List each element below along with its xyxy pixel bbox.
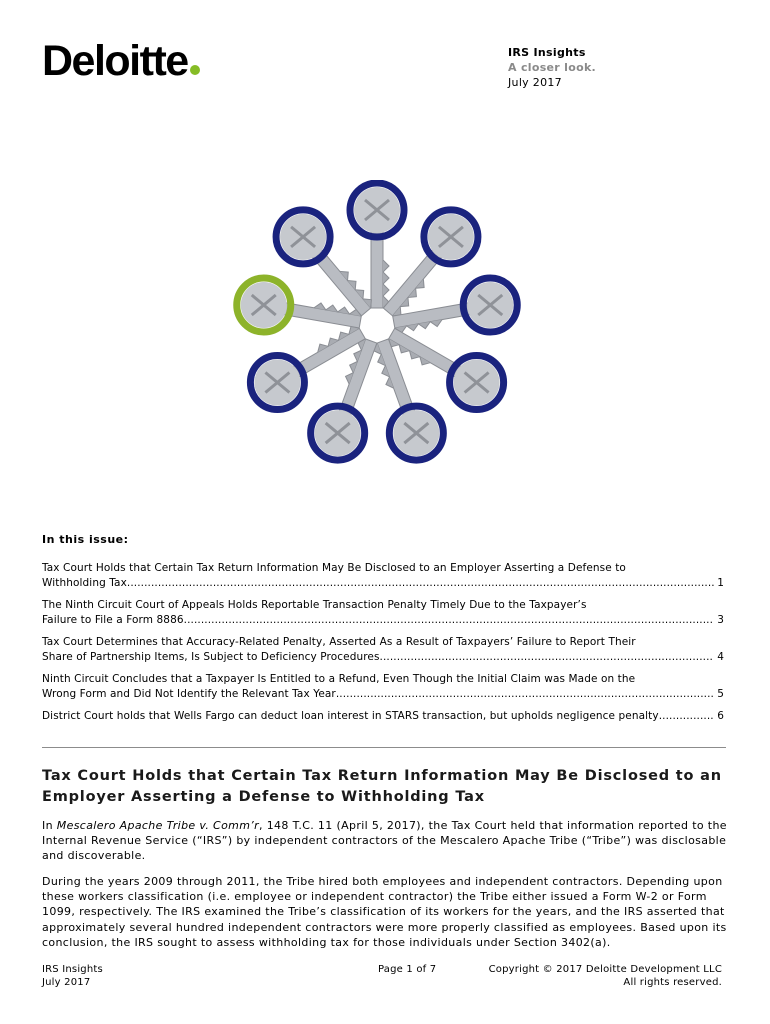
toc-entry-title-line: The Ninth Circuit Court of Appeals Holds Reportable Transaction Penalty Timely Due to the Taxpayer’s xyxy=(42,599,587,611)
toc-entry[interactable] xyxy=(42,709,724,724)
toc-entry-title-line: Ninth Circuit Concludes that a Taxpayer Is Entitled to a Refund, Even Though the Initial Claim was Made on the xyxy=(42,673,636,685)
footer-title: IRS Insights xyxy=(42,964,103,975)
toc-entry[interactable] xyxy=(42,598,724,628)
keys-circle-illustration xyxy=(222,180,532,490)
paragraph-text: , 148 T.C. 11 (April 5, 2017), the Tax Court held that information reported to the Internal Revenue Service (“IRS”) by independent contractors of the Mescalero Apache Tribe (“Tribe”) was disclosable and discoverable. xyxy=(42,819,727,863)
toc-page-number: 3 xyxy=(717,614,724,626)
section-divider xyxy=(42,747,726,748)
toc-dot-leader xyxy=(659,709,715,724)
copyright-text: Copyright © 2017 Deloitte Development LLC xyxy=(488,964,722,975)
toc-page-number: 5 xyxy=(717,688,724,700)
table-of-contents xyxy=(42,561,724,731)
footer-copyright xyxy=(489,963,722,989)
toc-entry[interactable] xyxy=(42,672,724,702)
toc-entry-title-end: District Court holds that Wells Fargo can deduct loan interest in STARS transaction, but upholds negligence penalty xyxy=(42,710,659,722)
article-title: Tax Court Holds that Certain Tax Return Information May Be Disclosed to an Employer Asserting a Defense to Withholding Tax xyxy=(42,768,722,805)
paragraph-lead: In xyxy=(42,819,57,832)
page-number: Page 1 of 7 xyxy=(378,964,437,975)
logo-wordmark: Deloitte xyxy=(42,37,188,85)
toc-entry[interactable] xyxy=(42,561,724,591)
case-name: Mescalero Apache Tribe v. Comm’r xyxy=(56,819,260,832)
toc-dot-leader xyxy=(380,650,715,665)
toc-entry-title-end: Share of Partnership Items, Is Subject to Deficiency Procedures xyxy=(42,651,380,663)
toc-page-number: 1 xyxy=(717,577,724,589)
footer-date: July 2017 xyxy=(42,977,91,988)
toc-page-number: 6 xyxy=(717,710,724,722)
logo-dot-icon xyxy=(190,65,200,75)
toc-dot-leader xyxy=(127,576,714,591)
toc-entry[interactable] xyxy=(42,635,724,665)
toc-dot-leader xyxy=(336,687,714,702)
footer-publication xyxy=(42,963,103,989)
issue-date: July 2017 xyxy=(508,76,562,89)
toc-page-number: 4 xyxy=(717,651,724,663)
toc-entry-title-end: Wrong Form and Did Not Identify the Relevant Tax Year xyxy=(42,688,336,700)
toc-entry-title-line: Tax Court Holds that Certain Tax Return Information May Be Disclosed to an Employer Asserting a Defense to xyxy=(42,562,626,574)
rights-text: All rights reserved. xyxy=(623,977,722,988)
masthead xyxy=(508,45,596,90)
deloitte-logo xyxy=(42,37,200,85)
toc-entry-title-end: Withholding Tax xyxy=(42,577,127,589)
toc-dot-leader xyxy=(184,613,715,628)
newsletter-tagline: A closer look. xyxy=(508,61,597,74)
article-paragraph xyxy=(42,818,730,864)
toc-heading: In this issue: xyxy=(42,533,129,546)
toc-entry-title-line: Tax Court Determines that Accuracy-Related Penalty, Asserted As a Result of Taxpayers’ Failure to Report Their xyxy=(42,636,636,648)
newsletter-title: IRS Insights xyxy=(508,46,586,59)
article-paragraph: During the years 2009 through 2011, the Tribe hired both employees and independent contractors. Depending upon these workers classification (i.e. employee or independent contractor) the Tribe either issued a Form W-2 or Form 1099, respectively. The IRS examined the Tribe’s classification of its workers for the years, and the IRS asserted that approximately several hundred independent contractors were more properly classified as employees. Based upon its conclusion, the IRS sought to assess withholding tax for those individuals under Section 3402(a). xyxy=(42,875,727,949)
toc-entry-title-end: Failure to File a Form 8886 xyxy=(42,614,184,626)
key-icon xyxy=(350,183,404,308)
